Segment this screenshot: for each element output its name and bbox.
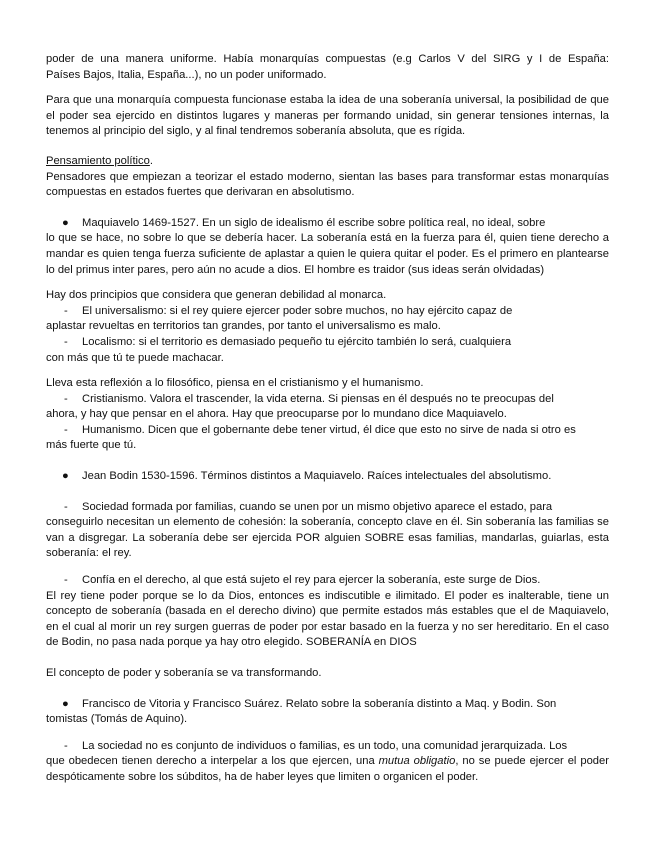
list-item-bodin: [46, 469, 609, 485]
maquiavelo-first-line: Maquiavelo 1469-1527. En un siglo de idealismo él escribe sobre política real, no ideal, sobre: [82, 216, 546, 229]
heading-text: Pensamiento político: [46, 154, 150, 167]
list-item-vitoria: [46, 697, 609, 713]
sociedad-text: La sociedad no es conjunto de individuos o familias, es un todo, una comunidad jerarquizada. Los: [82, 739, 568, 752]
soberania-universal-paragraph: Para que una monarquía compuesta funcionase estaba la idea de una soberanía universal, la posibilidad de que el poder sea ejercido en distintos lugares y maneras per formando unidad, sin generar tensiones internas, la tenemos al principio del siglo, y al final tendremos soberanía absoluta, que es rígida.: [46, 94, 609, 138]
pensamiento-paragraph: Pensadores que empiezan a teorizar el estado moderno, sientan las bases para transformar estas monarquías compuestas en estados fuertes que derivaran en absolutismo.: [46, 170, 609, 199]
humanismo-text: Humanismo. Dicen que el gobernante debe tener virtud, él dice que esto no sirve de nada si otro es: [82, 423, 576, 436]
dash-marker: -: [64, 392, 68, 405]
list-item-cristianismo: [46, 392, 609, 408]
dash-marker: -: [64, 739, 68, 752]
maquiavelo-block: [46, 216, 609, 278]
section-heading-pensamiento: [46, 154, 609, 170]
principios-intro: Hay dos principios que considera que generan debilidad al monarca.: [46, 289, 387, 302]
vitoria-continuation: tomistas (Tomás de Aquino).: [46, 713, 188, 726]
maquiavelo-continuation: lo que se hace, no sobre lo que se debería hacer. La soberanía está en la fuerza para él, quien tiene derecho a mandar es quien tenga fuerza suficiente de aplastar a quien le quiera quitar el poder. Es el primero en plantearse lo del primus inter pares, pero aún no acude a dios. El hombre es traidor (sus ideas serán olvidadas): [46, 232, 609, 276]
bullet-dot: ●: [62, 470, 69, 483]
cristianismo-text: Cristianismo. Valora el trascender, la vida eterna. Si piensas en él después no te preocupas del: [82, 392, 554, 405]
list-item-familias: [46, 500, 609, 516]
list-item-universalismo: [46, 304, 609, 320]
sociedad-continuation: [46, 754, 609, 785]
dash-marker: -: [64, 574, 68, 587]
vitoria-block: [46, 697, 609, 728]
dash-marker: -: [64, 304, 68, 317]
cristianismo-continuation: ahora, y hay que pensar en el ahora. Hay que preocuparse por lo mundano dice Maquiavelo.: [46, 408, 507, 421]
localismo-text: Localismo: si el territorio es demasiado pequeño tu ejército también lo será, cualquiera: [82, 335, 512, 348]
intro-line-1: poder de una manera uniforme. Había monarquías compuestas (e.g Carlos V del SIRG y I de España:: [46, 53, 609, 65]
dash-marker: -: [64, 335, 68, 348]
sociedad-post: , no se puede ejercer el poder despóticamente sobre los súbditos, ha de haber leyes que limiten o organicen el poder.: [46, 755, 609, 783]
dash-marker: -: [64, 500, 68, 513]
mutua-obligatio-term: mutua obligatio: [378, 755, 456, 768]
dash-marker: -: [64, 423, 68, 436]
localismo-continuation: con más que tú te puede machacar.: [46, 351, 224, 364]
list-item-derecho: [46, 573, 609, 589]
bodin-title: Jean Bodin 1530-1596. Términos distintos a Maquiavelo. Raíces intelectuales del absolutismo.: [82, 470, 552, 483]
familias-continuation: conseguirlo necesitan un elemento de cohesión: la soberanía, concepto clave en él. Sin soberanía las familias se van a disgregar. La soberanía debe ser ejercida POR alguien SOBRE esas familias, mandarlas, guiarlas, esta soberanía: el rey.: [46, 516, 609, 560]
transformando-paragraph: El concepto de poder y soberanía se va transformando.: [46, 667, 322, 679]
list-item-humanismo: [46, 423, 609, 439]
intro-line-2: Países Bajos, Italia, España...), no un poder uniformado.: [46, 68, 327, 81]
universalismo-text: El universalismo: si el rey quiere ejercer poder sobre muchos, no hay ejército capaz de: [82, 304, 513, 317]
universalismo-continuation: aplastar revueltas en territorios tan grandes, por tanto el universalismo es malo.: [46, 320, 441, 333]
list-item-localismo: [46, 335, 609, 351]
intro-paragraph: [46, 52, 609, 83]
reflexion-intro: Lleva esta reflexión a lo filosófico, piensa en el cristianismo y el humanismo.: [46, 377, 424, 390]
list-item-maquiavelo: [46, 216, 609, 232]
humanismo-continuation: más fuerte que tú.: [46, 439, 137, 452]
vitoria-first-line: Francisco de Vitoria y Francisco Suárez. Relato sobre la soberanía distinto a Maq. y Bodin. Son: [82, 697, 557, 710]
derecho-continuation: El rey tiene poder porque se lo da Dios, entonces es indiscutible e ilimitado. El poder es inalterable, tiene un concepto de soberanía (basada en el derecho divino) que permite estados más estables que el de Maquiavelo, en el cual al morir un rey surgen guerras de poder por estar basado en la fuerza y no ser hereditario. En el caso de Bodin, no pasa nada porque ya hay otro elegido. SOBERANÍA en DIOS: [46, 589, 609, 649]
document-content: [46, 52, 609, 786]
bullet-dot: ●: [62, 697, 69, 710]
bullet-dot: ●: [62, 216, 69, 229]
familias-text: Sociedad formada por familias, cuando se unen por un mismo objetivo aparece el estado, para: [82, 500, 553, 513]
derecho-text: Confía en el derecho, al que está sujeto el rey para ejercer la soberanía, este surge de Dios.: [82, 574, 541, 587]
list-item-sociedad: [46, 739, 609, 755]
heading-period: .: [149, 154, 153, 167]
sociedad-pre: que obedecen tienen derecho a interpelar a los que ejercen, una: [46, 755, 379, 768]
